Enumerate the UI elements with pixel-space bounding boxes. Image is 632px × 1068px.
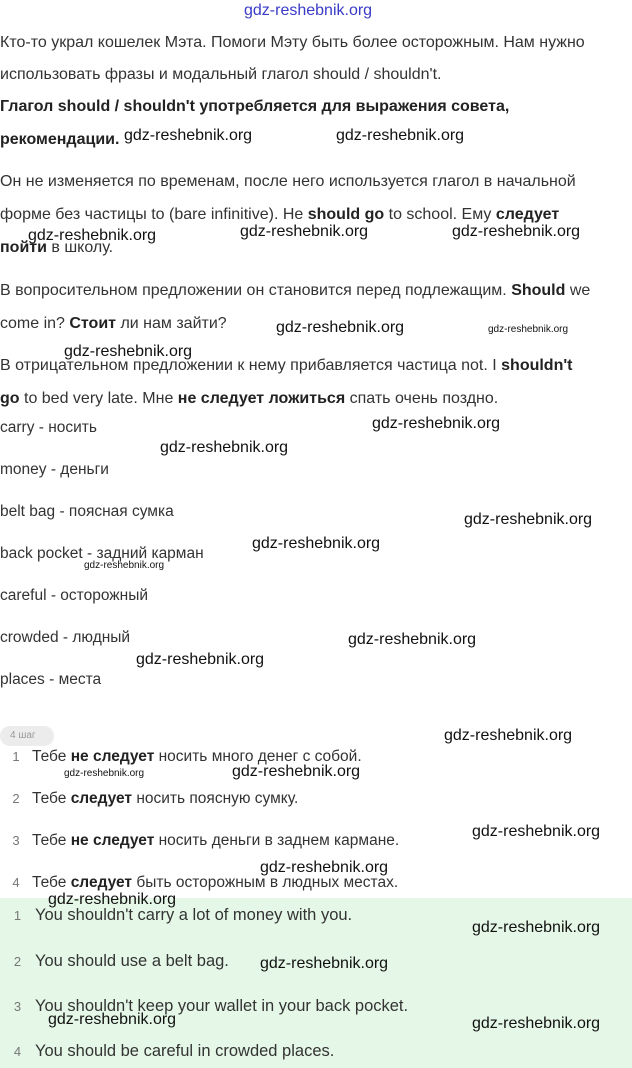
watermark: gdz-reshebnik.org — [84, 560, 165, 571]
watermark: gdz-reshebnik.org — [28, 227, 157, 244]
watermark: gdz-reshebnik.org — [48, 1011, 177, 1028]
watermark: gdz-reshebnik.org — [472, 919, 601, 936]
ru-answer-item: 2 Тебе следует носить поясную сумку. — [12, 790, 299, 807]
watermark: gdz-reshebnik.org — [348, 631, 477, 648]
watermark: gdz-reshebnik.org — [160, 439, 289, 456]
watermark: gdz-reshebnik.org — [488, 324, 569, 335]
en-answer-item: 1 You shouldn't carry a lot of money with you. — [13, 906, 353, 924]
ru-answer-item: 4 Тебе следует быть осторожным в людных местах. — [12, 874, 399, 891]
watermark: gdz-reshebnik.org — [64, 768, 145, 779]
ru-answer-item: 3 Тебе не следует носить деньги в заднем кармане. — [12, 832, 400, 849]
p2-line-1: Он не изменяется по временам, после него используется глагол в начальной — [0, 173, 576, 190]
watermark: gdz-reshebnik.org — [472, 1015, 601, 1032]
p4-line-2: go to bed very late. Мне не следует ложиться спать очень поздно. — [0, 390, 499, 407]
watermark: gdz-reshebnik.org — [472, 823, 601, 840]
watermark: gdz-reshebnik.org — [252, 535, 381, 552]
watermark: gdz-reshebnik.org — [336, 127, 465, 144]
p4-line-1: В отрицательном предложении к нему прибавляется частица not. I shouldn't — [0, 357, 573, 374]
vocab-item: crowded - людный — [0, 629, 131, 646]
vocab-item: places - места — [0, 671, 102, 688]
en-answer-item: 3 You shouldn't keep your wallet in your back pocket. — [13, 997, 409, 1015]
rule-line-1: Глагол should / shouldn't употребляется для выражения совета, — [0, 98, 510, 115]
vocab-item: money - деньги — [0, 461, 109, 478]
vocab-item: back pocket - задний карман — [0, 545, 204, 562]
watermark: gdz-reshebnik.org — [232, 763, 361, 780]
p2-line-3: пойти в школу. — [0, 239, 114, 256]
p3-line-1: В вопросительном предложении он становится перед подлежащим. Should we — [0, 282, 591, 299]
watermark: gdz-reshebnik.org — [372, 415, 501, 432]
watermark: gdz-reshebnik.org — [260, 955, 389, 972]
watermark: gdz-reshebnik.org — [276, 319, 405, 336]
vocab-item: carry - носить — [0, 419, 97, 436]
watermark: gdz-reshebnik.org — [260, 859, 389, 876]
watermark: gdz-reshebnik.org — [64, 343, 193, 360]
ru-answer-item: 1 Тебе не следует носить много денег с собой. — [12, 748, 362, 765]
watermark: gdz-reshebnik.org — [244, 2, 373, 19]
watermark: gdz-reshebnik.org — [464, 511, 593, 528]
rule-line-2: рекомендации. — [0, 131, 120, 148]
en-answer-item: 4 You should be careful in crowded places. — [13, 1042, 335, 1060]
vocab-item: careful - осторожный — [0, 587, 149, 604]
p2-line-2: форме без частицы to (bare infinitive). Не should go to school. Ему следует — [0, 206, 560, 223]
p3-line-2: come in? Стоит ли нам зайти? — [0, 315, 227, 332]
watermark: gdz-reshebnik.org — [136, 651, 265, 668]
vocab-item: belt bag - поясная сумка — [0, 503, 174, 520]
watermark: gdz-reshebnik.org — [452, 223, 581, 240]
intro-line-1: Кто-то украл кошелек Мэта. Помоги Мэту быть более осторожным. Нам нужно — [0, 34, 585, 51]
intro-line-2: использовать фразы и модальный глагол should / shouldn't. — [0, 66, 442, 83]
watermark: gdz-reshebnik.org — [124, 127, 253, 144]
step-badge: 4 шаг — [0, 726, 54, 746]
en-answer-item: 2 You should use a belt bag. — [13, 952, 229, 970]
watermark: gdz-reshebnik.org — [444, 727, 573, 744]
watermark: gdz-reshebnik.org — [240, 223, 369, 240]
watermark: gdz-reshebnik.org — [48, 891, 177, 908]
